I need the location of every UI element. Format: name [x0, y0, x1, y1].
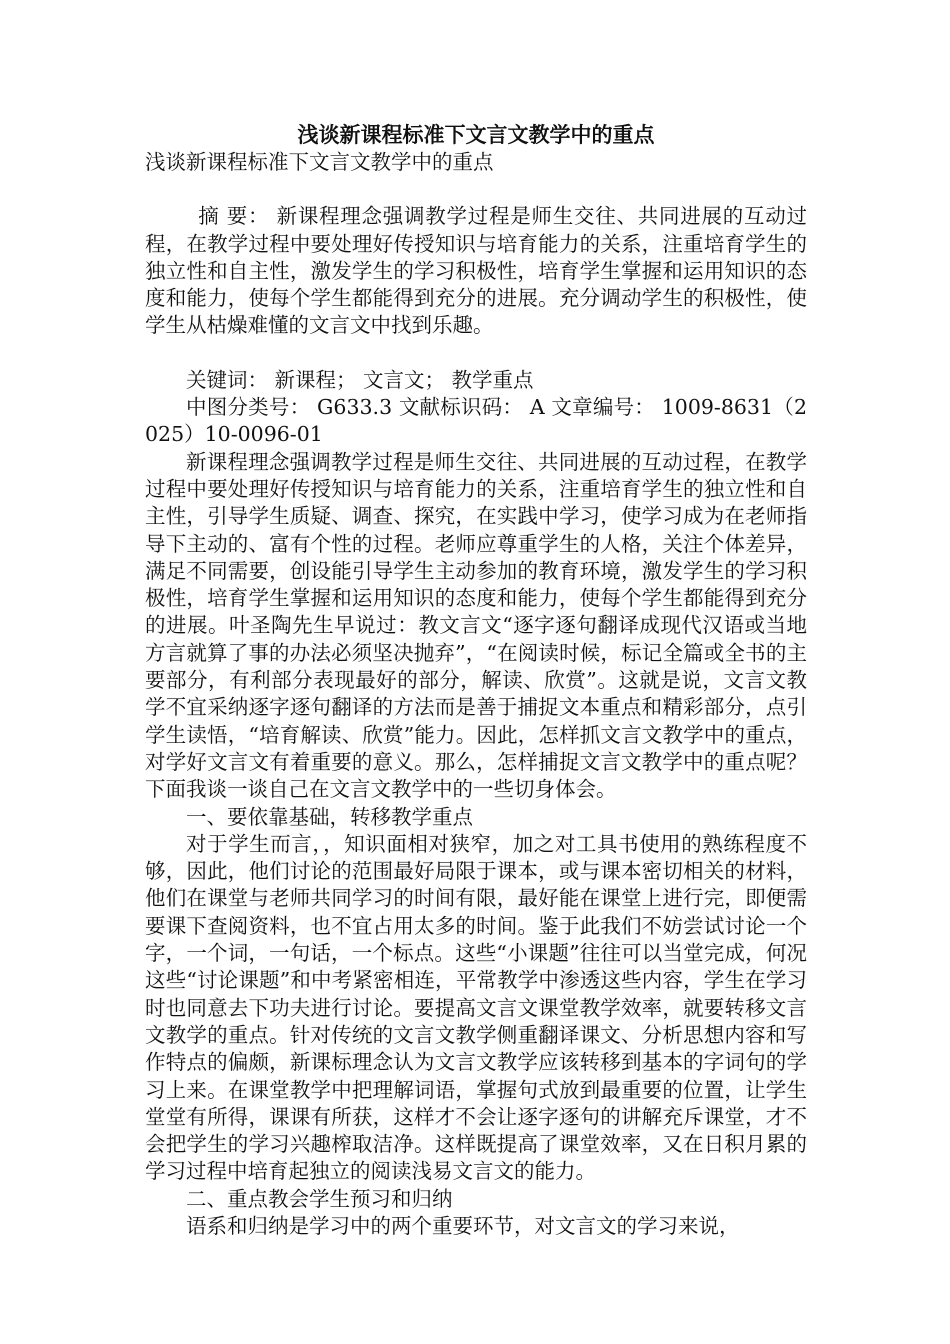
document-title: 浅谈新课程标准下文言文教学中的重点 [297, 122, 655, 147]
body-paragraph: 语系和归纳是学习中的两个重要环节，对文言文的学习来说， [186, 1213, 740, 1238]
spacer [145, 340, 807, 367]
section-heading: 二、重点教会学生预习和归纳 [186, 1186, 453, 1211]
body-paragraph: 新课程理念强调教学过程是师生交往、共同进展的互动过程，在教学过程中要处理好传授知识与培育能力的关系，注重培育学生的独立性和自主性，引导学生质疑、调查、探究，在实践中学习，使学习成为在老师指导下主动的、富有个性的过程。老师应尊重学生的人格，关注个体差异，满足不同需要，创设能引导学生主动参加的教育环境，激发学生的学习积极性，培育学生掌握和运用知识的态度和能力，使每个学生都能得到充分的进展。叶圣陶先生早说过：教文言文“逐字逐句翻译成现代汉语或当地方言就算了事的办法必须坚决抛弃”，“在阅读时候，标记全篇或全书的主要部分，有利部分表现最好的部分，解读、欣赏”。这就是说，文言文教学不宜采纳逐字逐句翻译的方法而是善于捕捉文本重点和精彩部分，点引学生读悟，“培育解读、欣赏”能力。因此，怎样抓文言文教学中的重点，对学好文言文有着重要的意义。那么，怎样捕捉文言文教学中的重点呢？下面我谈一谈自己在文言文教学中的一些切身体会。 [145, 449, 807, 802]
document-subtitle: 浅谈新课程标准下文言文教学中的重点 [145, 150, 494, 174]
section-heading: 一、要依靠基础，转移教学重点 [186, 804, 473, 829]
spacer [145, 176, 807, 203]
document-page [145, 120, 807, 1240]
body-paragraph: 对于学生而言，，知识面相对狭窄，加之对工具书使用的熟练程度不够，因此，他们讨论的范围最好局限于课本，或与课本密切相关的材料，他们在课堂与老师共同学习的时间有限，最好能在课堂上进行完，即便需要课下查阅资料，也不宜占用太多的时间。鉴于此我们不妨尝试讨论一个字，一个词，一句话，一个标点。这些“小课题”往往可以当堂完成，何况这些“讨论课题”和中考紧密相连，平常教学中渗透这些内容，学生在学习时也同意去下功夫进行讨论。要提高文言文课堂教学效率，就要转移文言文教学的重点。针对传统的文言文教学侧重翻译课文、分析思想内容和写作特点的偏颇，新课标理念认为文言文教学应该转移到基本的字词句的学习上来。在课堂教学中把理解词语，掌握句式放到最重要的位置，让学生堂堂有所得，课课有所获，这样才不会让逐字逐句的讲解充斥课堂，才不会把学生的学习兴趣榨取洁净。这样既提高了课堂效率，又在日积月累的学习过程中培育起独立的阅读浅易文言文的能力。 [145, 831, 807, 1184]
classification-info: 中图分类号： G633.3 文献标识码： A 文章编号： 1009-8631（2025）10-0096-01 [145, 395, 807, 447]
abstract: 摘 要： 新课程理念强调教学过程是师生交往、共同进展的互动过程，在教学过程中要处理好传授知识与培育能力的关系，注重培育学生的独立性和自主性，激发学生的学习积极性，培育学生掌握和运用知识的态度和能力，使每个学生都能得到充分的进展。充分调动学生的积极性，使学生从枯燥难懂的文言文中找到乐趣。 [145, 204, 807, 338]
keywords: 关键词： 新课程； 文言文； 教学重点 [186, 367, 534, 392]
